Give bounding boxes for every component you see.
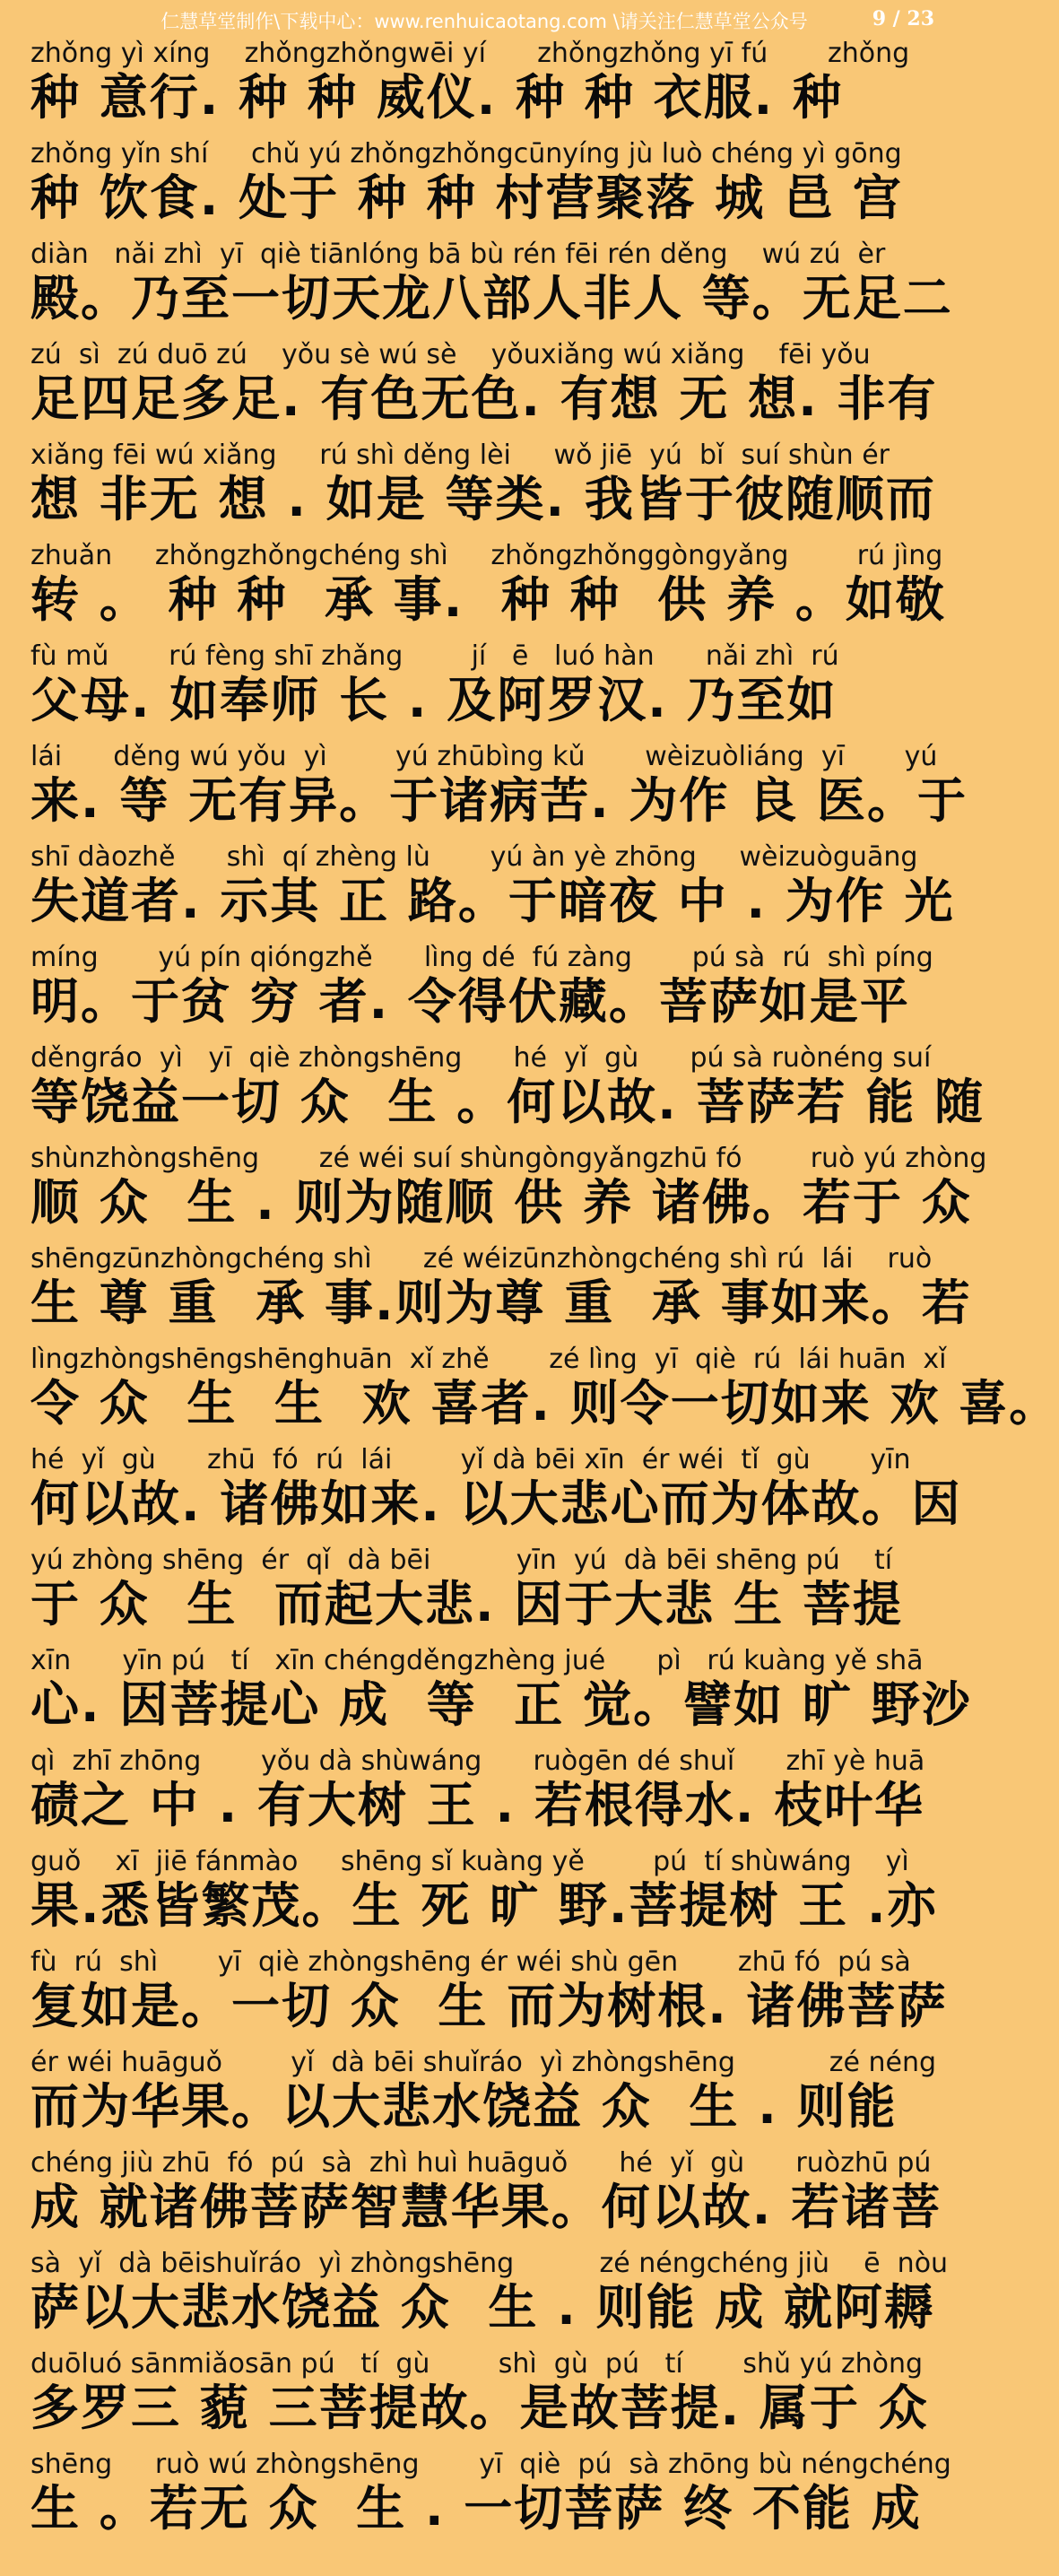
pinyin-line: děngráo yì yī qiè zhòngshēng hé yǐ gù pú sà ruònéng suí bbox=[30, 1042, 932, 1074]
pinyin-line: ér wéi huāguǒ yǐ dà bēi shuǐráo yì zhòngshēng zé néng bbox=[30, 2047, 937, 2078]
hanzi-line: 来. 等 无有异。于诸病苦. 为作 良 医。于 bbox=[30, 772, 968, 829]
pinyin-line: xīn yīn pú tí xīn chéngděngzhèng jué pì rú kuàng yě shā bbox=[30, 1645, 924, 1676]
hanzi-line: 想 非无 想 . 如是 等类. 我皆于彼随顺而 bbox=[30, 471, 936, 527]
hanzi-line: 转 。 种 种 承 事. 种 种 供 养 。如敬 bbox=[30, 571, 946, 628]
pinyin-line: duōluó sānmiǎosān pú tí gù shì gù pú tí shǔ yú zhòng bbox=[30, 2348, 924, 2380]
pinyin-line: míng yú pín qióngzhě lìng dé fú zàng pú sà rú shì píng bbox=[30, 942, 933, 973]
hanzi-line: 生 尊 重 承 事.则为尊 重 承 事如来。若 bbox=[30, 1275, 972, 1331]
hanzi-line: 明。于贫 穷 者. 令得伏藏。菩萨如是平 bbox=[30, 973, 910, 1030]
scripture-line bbox=[0, 1945, 968, 2045]
hanzi-line: 失道者. 示其 正 路。于暗夜 中 . 为作 光 bbox=[30, 873, 955, 929]
hanzi-line: 父母. 如奉师 长 . 及阿罗汉. 乃至如 bbox=[30, 672, 838, 728]
page-header bbox=[0, 0, 968, 36]
scripture-line bbox=[0, 438, 968, 538]
pinyin-line: lái děng wú yǒu yì yú zhūbìng kǔ wèizuòliáng yī yú bbox=[30, 741, 938, 772]
pinyin-line: qì zhī zhōng yǒu dà shùwáng ruògēn dé shuǐ zhī yè huā bbox=[30, 1745, 925, 1777]
page-number: 9 / 23 bbox=[872, 7, 934, 30]
scripture-line bbox=[0, 36, 968, 136]
scripture-line bbox=[0, 1543, 968, 1643]
scripture-line bbox=[0, 1844, 968, 1945]
pinyin-line: shēngzūnzhòngchéng shì zé wéizūnzhòngchéng shì rú lái ruò bbox=[30, 1243, 933, 1275]
hanzi-line: 成 就诸佛菩萨智慧华果。何以故. 若诸菩 bbox=[30, 2179, 942, 2235]
scripture-line bbox=[0, 2246, 968, 2346]
pinyin-line: hé yǐ gù zhū fó rú lái yǐ dà bēi xīn ér wéi tǐ gù yīn bbox=[30, 1444, 911, 1475]
pinyin-line: diàn nǎi zhì yī qiè tiānlóng bā bù rén fēi rén děng wú zú èr bbox=[30, 239, 886, 270]
header-source-text: 仁慧草堂制作\下载中心：www.renhuicaotang.com \请关注仁慧草堂公众号 bbox=[161, 11, 808, 32]
hanzi-line: 心. 因菩提心 成 等 正 觉。譬如 旷 野沙 bbox=[30, 1676, 972, 1733]
scripture-line bbox=[0, 639, 968, 739]
scripture-line bbox=[0, 2045, 968, 2145]
hanzi-line: 令 众 生 生 欢 喜者. 则令一切如来 欢 喜。 bbox=[30, 1375, 1059, 1432]
hanzi-line: 碛之 中 . 有大树 王 . 若根得水. 枝叶华 bbox=[30, 1777, 925, 1833]
scripture-line bbox=[0, 1442, 968, 1543]
hanzi-line: 果.悉皆繁茂。生 死 旷 野.菩提树 王 .亦 bbox=[30, 1877, 938, 1934]
hanzi-line: 萨以大悲水饶益 众 生 . 则能 成 就阿耨 bbox=[30, 2279, 935, 2336]
scripture-line bbox=[0, 739, 968, 840]
scripture-line bbox=[0, 337, 968, 438]
scripture-line bbox=[0, 940, 968, 1040]
pinyin-line: fù mǔ rú fèng shī zhǎng jí ē luó hàn nǎi zhì rú bbox=[30, 640, 839, 672]
scripture-body bbox=[0, 36, 1059, 2547]
scripture-line bbox=[0, 1643, 972, 1744]
hanzi-line: 复如是。一切 众 生 而为树根. 诸佛菩萨 bbox=[30, 1978, 948, 2034]
hanzi-line: 生 。若无 众 生 . 一切菩萨 终 不能 成 bbox=[30, 2480, 922, 2537]
scripture-line bbox=[0, 2447, 968, 2547]
pinyin-line: guǒ xī jiē fánmào shēng sǐ kuàng yě pú tí shùwáng yì bbox=[30, 1846, 909, 1877]
hanzi-line: 种 意行. 种 种 威仪. 种 种 衣服. 种 bbox=[30, 69, 843, 126]
pinyin-line: chéng jiù zhū fó pú sà zhì huì huāguǒ hé yǐ gù ruòzhū pú bbox=[30, 2147, 932, 2179]
hanzi-line: 等饶益一切 众 生 。何以故. 菩萨若 能 随 bbox=[30, 1074, 985, 1130]
pinyin-line: zhǒng yǐn shí chǔ yú zhǒngzhǒngcūnyíng jù luò chéng yì gōng bbox=[30, 138, 902, 170]
hanzi-line: 顺 众 生 . 则为随顺 供 养 诸佛。若于 众 bbox=[30, 1174, 972, 1231]
scripture-line bbox=[0, 1342, 1059, 1442]
scripture-line bbox=[0, 1241, 972, 1342]
scripture-line bbox=[0, 1744, 968, 1844]
scripture-line bbox=[0, 237, 968, 337]
pinyin-line: shùnzhòngshēng zé wéi suí shùngòngyǎngzhū fó ruò yú zhòng bbox=[30, 1143, 987, 1174]
hanzi-line: 于 众 生 而起大悲. 因于大悲 生 菩提 bbox=[30, 1576, 903, 1632]
scripture-line bbox=[0, 2145, 968, 2246]
hanzi-line: 而为华果。以大悲水饶益 众 生 . 则能 bbox=[30, 2078, 898, 2135]
scripture-line bbox=[0, 538, 968, 639]
pinyin-line: shī dàozhě shì qí zhèng lù yú àn yè zhōng wèizuòguāng bbox=[30, 841, 918, 873]
pinyin-line: lìngzhòngshēngshēnghuān xǐ zhě zé lìng yī qiè rú lái huān xǐ bbox=[30, 1344, 947, 1375]
hanzi-line: 种 饮食. 处于 种 种 村营聚落 城 邑 宫 bbox=[30, 170, 903, 226]
scripture-line bbox=[0, 1040, 985, 1141]
scripture-line bbox=[0, 136, 968, 237]
pinyin-line: zhuǎn zhǒngzhǒngchéng shì zhǒngzhǒnggòngyǎng rú jìng bbox=[30, 540, 943, 571]
pinyin-line: zú sì zú duō zú yǒu sè wú sè yǒuxiǎng wú xiǎng fēi yǒu bbox=[30, 339, 871, 370]
scripture-line bbox=[0, 1141, 987, 1241]
pinyin-line: sà yǐ dà bēishuǐráo yì zhòngshēng zé néngchéng jiù ē nòu bbox=[30, 2248, 949, 2279]
hanzi-line: 足四足多足. 有色无色. 有想 无 想. 非有 bbox=[30, 370, 938, 427]
scripture-line bbox=[0, 840, 968, 940]
pinyin-line: xiǎng fēi wú xiǎng rú shì děng lèi wǒ jiē yú bǐ suí shùn ér bbox=[30, 439, 890, 471]
hanzi-line: 何以故. 诸佛如来. 以大悲心而为体故。因 bbox=[30, 1475, 962, 1532]
pinyin-line: zhǒng yì xíng zhǒngzhǒngwēi yí zhǒngzhǒng yī fú zhǒng bbox=[30, 38, 910, 69]
pinyin-line: shēng ruò wú zhòngshēng yī qiè pú sà zhōng bù néngchéng bbox=[30, 2449, 951, 2480]
hanzi-line: 多罗三 藐 三菩提故。是故菩提. 属于 众 bbox=[30, 2380, 929, 2436]
scripture-line bbox=[0, 2346, 968, 2447]
hanzi-line: 殿。乃至一切天龙八部人非人 等。无足二 bbox=[30, 270, 953, 326]
pinyin-line: yú zhòng shēng ér qǐ dà bēi yīn yú dà bēi shēng pú tí bbox=[30, 1545, 893, 1576]
pinyin-line: fù rú shì yī qiè zhòngshēng ér wéi shù gēn zhū fó pú sà bbox=[30, 1946, 911, 1978]
